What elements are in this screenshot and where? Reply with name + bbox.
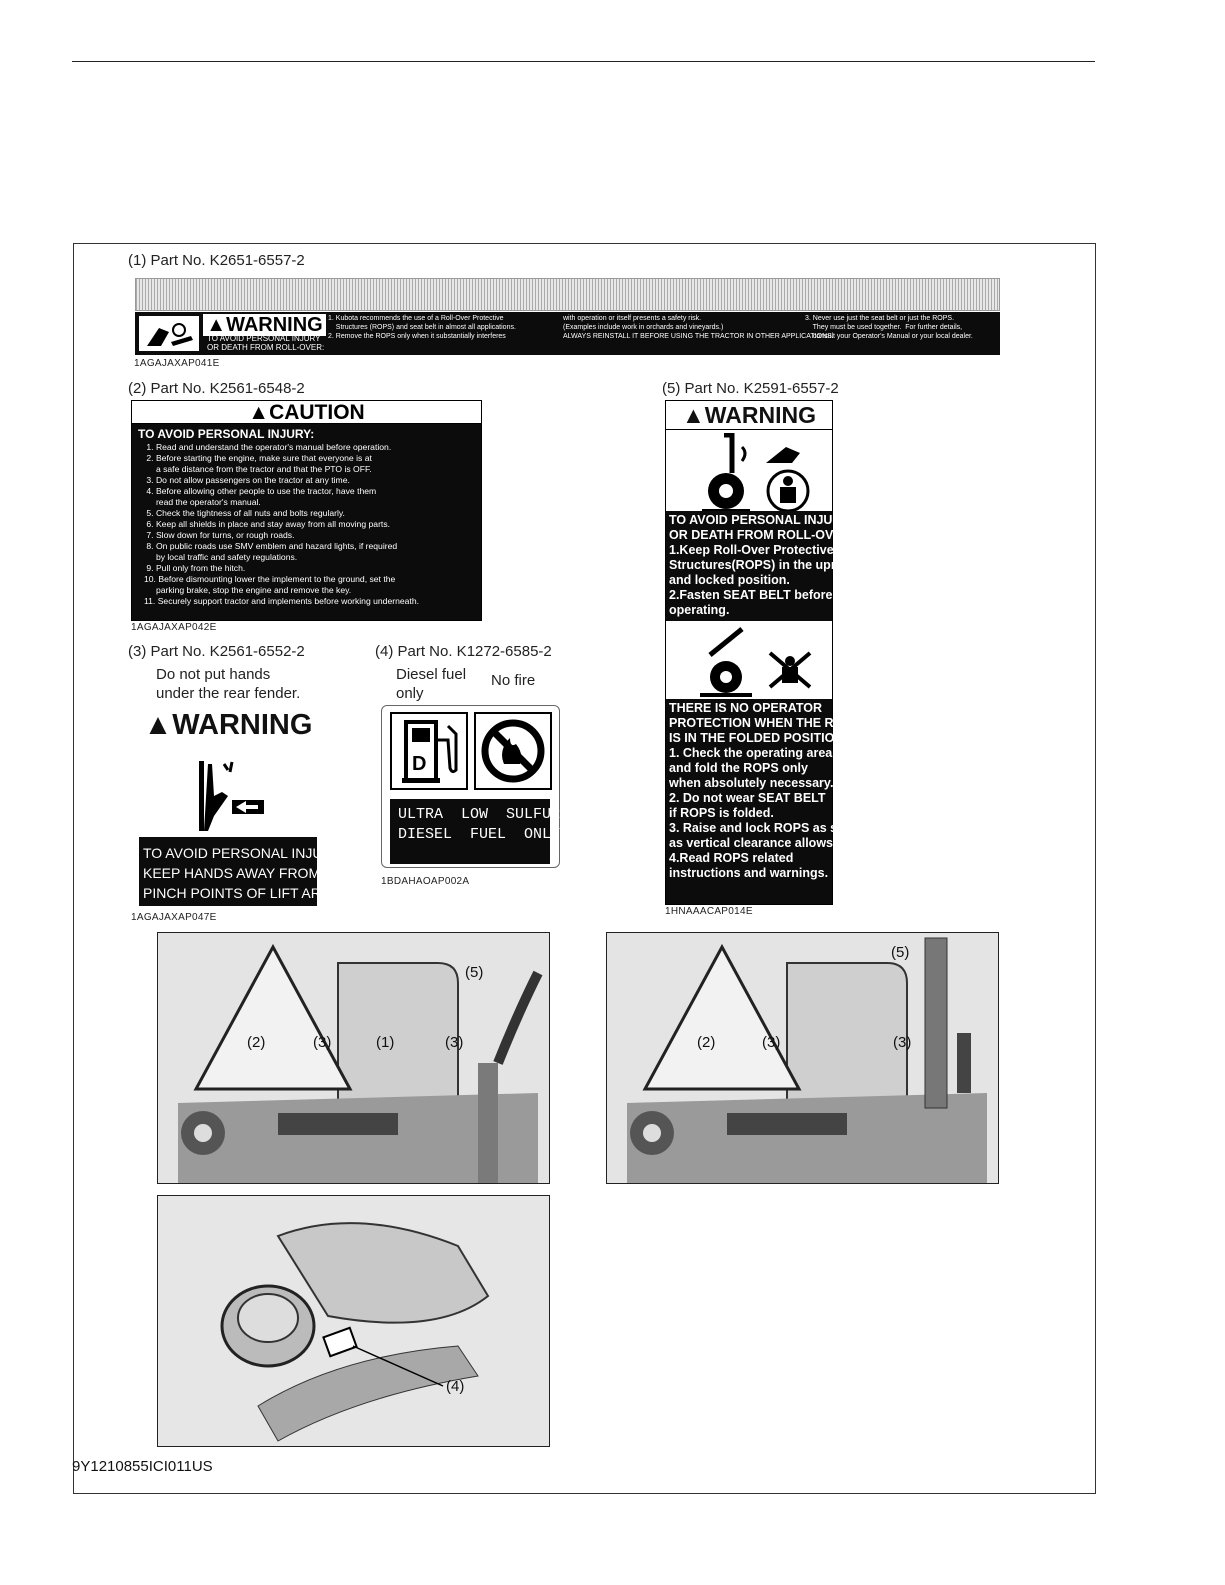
decal-1-signal: ▲WARNING [203,314,326,336]
rollover-icon [139,316,199,351]
decal-4-code: 1BDAHAOAP002A [381,876,470,887]
decal-1-label: (1) Part No. K2651-6557-2 [128,252,305,269]
list-item: 4. Before allowing other people to use the tractor, have them [144,486,377,496]
list-item: 8. On public roads use SMV emblem and hazard lights, if required [144,541,398,551]
rops-upright-icon [696,433,826,518]
callout-1-left: (1) [376,1034,395,1051]
list-item: read the operator's manual. [144,497,261,507]
decal-2-signal: ▲CAUTION [132,401,481,424]
decal-1-top-strip [135,278,1000,311]
callout-5-right: (5) [891,944,910,961]
list-item: 9. Pull only from the hitch. [144,563,246,573]
list-item: 10. Before dismounting lower the implement to the ground, set the [144,574,396,584]
decal-3-caption-2: under the rear fender. [156,685,301,702]
decal-3-code: 1AGAJAXAP047E [131,912,217,923]
callout-5-left: (5) [465,964,484,981]
list-item: 3. Do not allow passengers on the tractor at any time. [144,475,350,485]
list-item: 1. Read and understand the operator's manual before operation. [144,442,392,452]
list-item: 2. Before starting the engine, make sure that everyone is at [144,453,372,463]
list-item: 5. Check the tightness of all nuts and bolts regularly. [144,508,345,518]
tractor-rear-photo-right [606,932,999,1184]
rops-folded-icon [696,625,826,705]
callout-4: (4) [446,1378,465,1395]
decal-1-code: 1AGAJAXAP041E [134,358,220,369]
decal-2-code: 1AGAJAXAP042E [131,622,217,633]
decal-4 [381,705,560,868]
warning-triangle-icon: ▲ [248,401,270,424]
decal-5-signal: ▲WARNING [666,401,832,430]
decal-1 [135,312,1000,355]
decal-2-label: (2) Part No. K2561-6548-2 [128,380,305,397]
decal-5 [665,400,861,905]
callout-3b-right: (3) [893,1034,912,1051]
list-item: 6. Keep all shields in place and stay away from all moving parts. [144,519,391,529]
tractor-rear-folded-illustration [607,933,999,1184]
header-rule [72,61,1095,62]
callout-3b-left: (3) [445,1034,464,1051]
decal-1-text-2: with operation or itself presents a safety risk. (Examples include work in orchards and vineyards.) ALWAYS REINSTALL IT BEFORE USING THE TRACTOR IN OTHER APPLICATIONS. [563,315,834,340]
warning-triangle-icon: ▲ [143,709,173,741]
tractor-rear-photo-left [157,932,550,1184]
decal-3 [139,706,346,906]
decal-2 [131,400,482,621]
no-fire-icon [474,712,552,790]
tractor-rear-illustration [158,933,550,1184]
decal-2-list [144,442,481,607]
list-item: parking brake, stop the engine and remove the key. [144,585,352,595]
decal-3-caption-1: Do not put hands [156,666,271,683]
decal-1-text-1: 1. Kubota recommends the use of a Roll-Over Protective Structures (ROPS) and seat belt in almost all applications. 2. Remove the ROPS only when it substantially interferes [328,315,516,340]
decal-1-text-3: 3. Never use just the seat belt or just the ROPS. They must be used together. For further details, consult your Operator's Manual or your local dealer. [805,315,973,340]
document-code: 9Y1210855ICI011US [72,1458,213,1475]
decal-4-caption-left-1: Diesel fuel [396,666,467,683]
decal-2-heading: TO AVOID PERSONAL INJURY: [138,427,315,441]
decal-4-label: (4) Part No. K1272-6585-2 [375,643,552,660]
list-item: a safe distance from the tractor and that the PTO is OFF. [144,464,372,474]
warning-triangle-icon: ▲ [206,314,227,336]
decal-3-label: (3) Part No. K2561-6552-2 [128,643,305,660]
decal-1-subtitle: TO AVOID PERSONAL INJURY OR DEATH FROM ROLL-OVER: [207,334,325,352]
fuel-tank-photo [157,1195,550,1447]
decal-3-signal: ▲WARNING [143,709,313,741]
callout-2-left: (2) [247,1034,266,1051]
decal-4-caption-right: No fire [491,672,536,689]
hand-pinch-icon [194,756,274,841]
decal-3-box: TO AVOID PERSONAL INJURY: KEEP HANDS AWAY FROM PINCH POINTS OF LIFT ARMS. [139,837,317,906]
svg-text:D: D [412,753,427,775]
decal-5-block-2: THERE IS NO OPERATOR PROTECTION WHEN THE ROPS IS IN THE FOLDED POSITION. 1. Check the operating area and fold the ROPS only when absolutely necessary. 2. Do not wear SEAT BELT if ROPS is folded. 3. Raise and lock ROPS as soon as vertical clearance allows. 4.Read ROPS related instructions and warnings. [666,699,832,904]
decal-4-box: ULTRA LOW SULFUR DIESEL FUEL ONLY [390,799,550,864]
list-item: 7. Slow down for turns, or rough roads. [144,530,295,540]
decal-4-caption-left-2: only [396,685,424,702]
decal-5-code: 1HNAAACAP014E [665,906,753,917]
callout-2-right: (2) [697,1034,716,1051]
callout-3-left: (3) [313,1034,332,1051]
decal-5-block-1: TO AVOID PERSONAL INJURY OR DEATH FROM ROLL-OVER: 1.Keep Roll-Over Protective Structures(ROPS) in the upright and locked position. 2.Fasten SEAT BELT before operating. [666,511,832,621]
warning-triangle-icon: ▲ [682,402,705,428]
callout-3-right: (3) [762,1034,781,1051]
list-item: by local traffic and safety regulations. [144,552,298,562]
fuel-tank-illustration [158,1196,550,1447]
decal-5-label: (5) Part No. K2591-6557-2 [662,380,839,397]
fuel-pump-icon [390,712,468,790]
list-item: 11. Securely support tractor and implements before working underneath. [144,596,419,606]
